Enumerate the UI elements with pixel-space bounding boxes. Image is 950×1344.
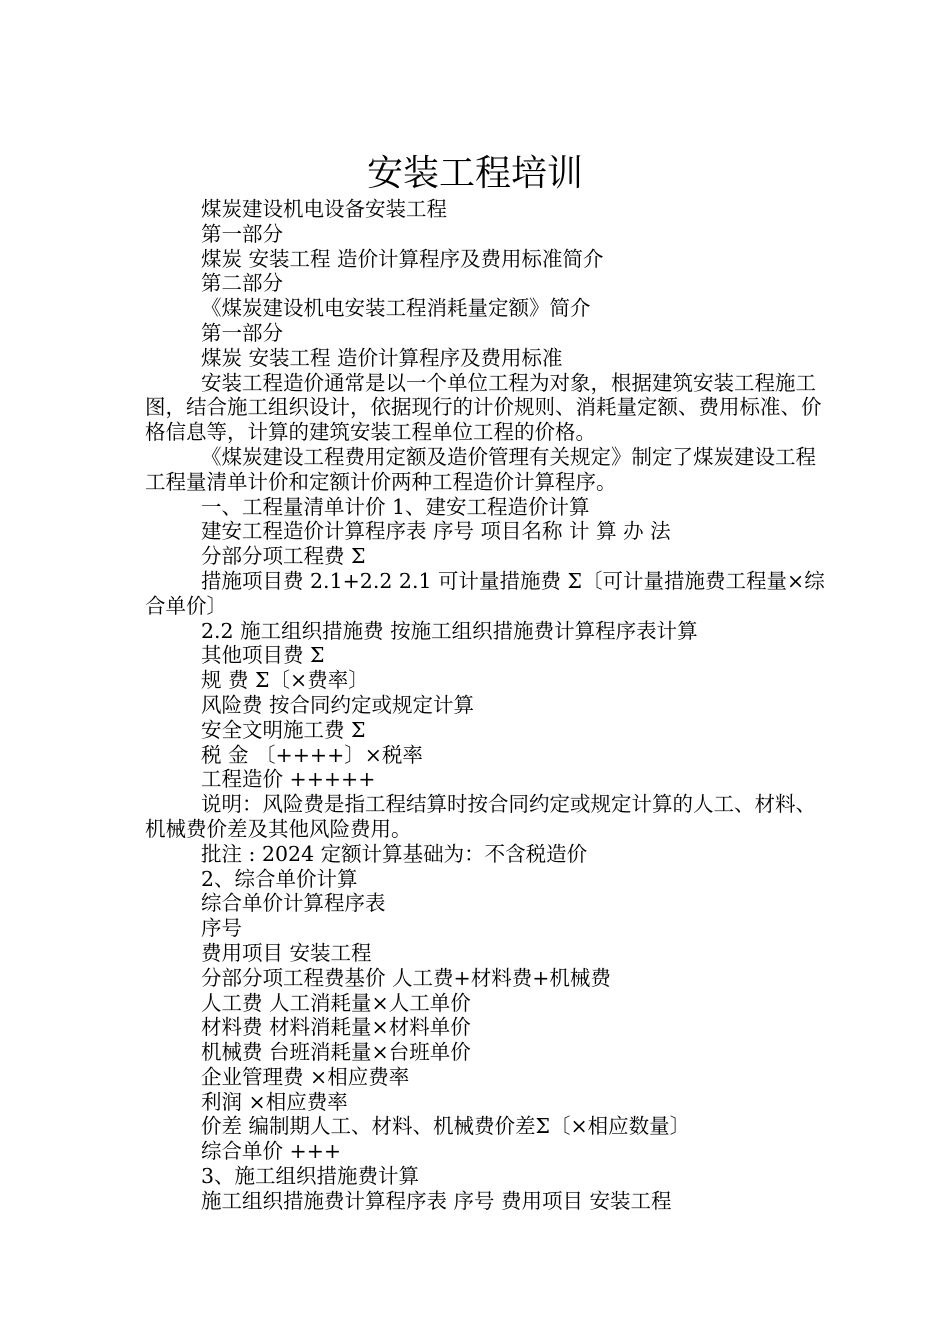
paragraph: 措施项目费 2.1+2.2 2.1 可计量措施费 Σ〔可计量措施费工程量×综合单价〕 — [145, 568, 825, 618]
paragraph: 分部分项工程费基价 人工费+材料费+机械费 — [201, 965, 611, 990]
paragraph: 规 费 Σ〔×费率〕 — [201, 668, 369, 693]
paragraph: 《煤炭建设工程费用定额及造价管理有关规定》制定了煤炭建设工程工程量清单计价和定额计价两种工程造价计算程序。 — [145, 444, 816, 494]
document-body — [145, 197, 825, 1214]
paragraph: 工程造价 +++++ — [201, 767, 376, 792]
paragraph: 第一部分 — [201, 320, 283, 345]
paragraph: 3、施工组织措施费计算 — [201, 1164, 420, 1189]
paragraph: 2、综合单价计算 — [201, 866, 358, 891]
paragraph: 综合单价 +++ — [201, 1139, 342, 1164]
paragraph: 利润 ×相应费率 — [201, 1089, 348, 1114]
paragraph: 风险费 按合同约定或规定计算 — [201, 692, 475, 717]
paragraph: 煤炭建设机电设备安装工程 — [201, 197, 447, 221]
paragraph: 安装工程造价通常是以一个单位工程为对象，根据建筑安装工程施工图，结合施工组织设计，依据现行的计价规则、消耗量定额、费用标准、价格信息等，计算的建筑安装工程单位工程的价格。 — [145, 370, 822, 445]
paragraph: 机械费 台班消耗量×台班单价 — [201, 1040, 471, 1065]
paragraph: 一、工程量清单计价 1、建安工程造价计算 — [201, 494, 590, 519]
paragraph: 价差 编制期人工、材料、机械费价差Σ〔×相应数量〕 — [201, 1114, 691, 1139]
paragraph: 建安工程造价计算程序表 序号 项目名称 计 算 办 法 — [201, 519, 671, 544]
paragraph: 材料费 材料消耗量×材料单价 — [201, 1015, 471, 1040]
document-title: 安装工程培训 — [366, 153, 583, 195]
paragraph: 综合单价计算程序表 — [201, 891, 386, 916]
paragraph: 施工组织措施费计算程序表 序号 费用项目 安装工程 — [201, 1188, 672, 1213]
paragraph: 第二部分 — [201, 271, 283, 296]
paragraph: 企业管理费 ×相应费率 — [201, 1064, 410, 1089]
paragraph: 税 金 〔++++〕×税率 — [201, 742, 423, 767]
paragraph: 煤炭 安装工程 造价计算程序及费用标准 — [201, 345, 563, 370]
paragraph: 分部分项工程费 Σ — [201, 544, 366, 569]
paragraph: 安全文明施工费 Σ — [201, 717, 366, 742]
paragraph: 人工费 人工消耗量×人工单价 — [201, 990, 471, 1015]
paragraph: 批注 : 2024 定额计算基础为：不含税造价 — [201, 841, 588, 866]
paragraph: 煤炭 安装工程 造价计算程序及费用标准简介 — [201, 246, 604, 271]
paragraph: 第一部分 — [201, 221, 283, 246]
paragraph: 2.2 施工组织措施费 按施工组织措施费计算程序表计算 — [201, 618, 698, 643]
paragraph: 序号 — [201, 916, 242, 941]
paragraph: 说明：风险费是指工程结算时按合同约定或规定计算的人工、材料、机械费价差及其他风险费用。 — [145, 792, 816, 841]
paragraph: 费用项目 安装工程 — [201, 940, 372, 965]
paragraph: 《煤炭建设机电安装工程消耗量定额》简介 — [201, 296, 591, 321]
paragraph: 其他项目费 Σ — [201, 643, 325, 668]
